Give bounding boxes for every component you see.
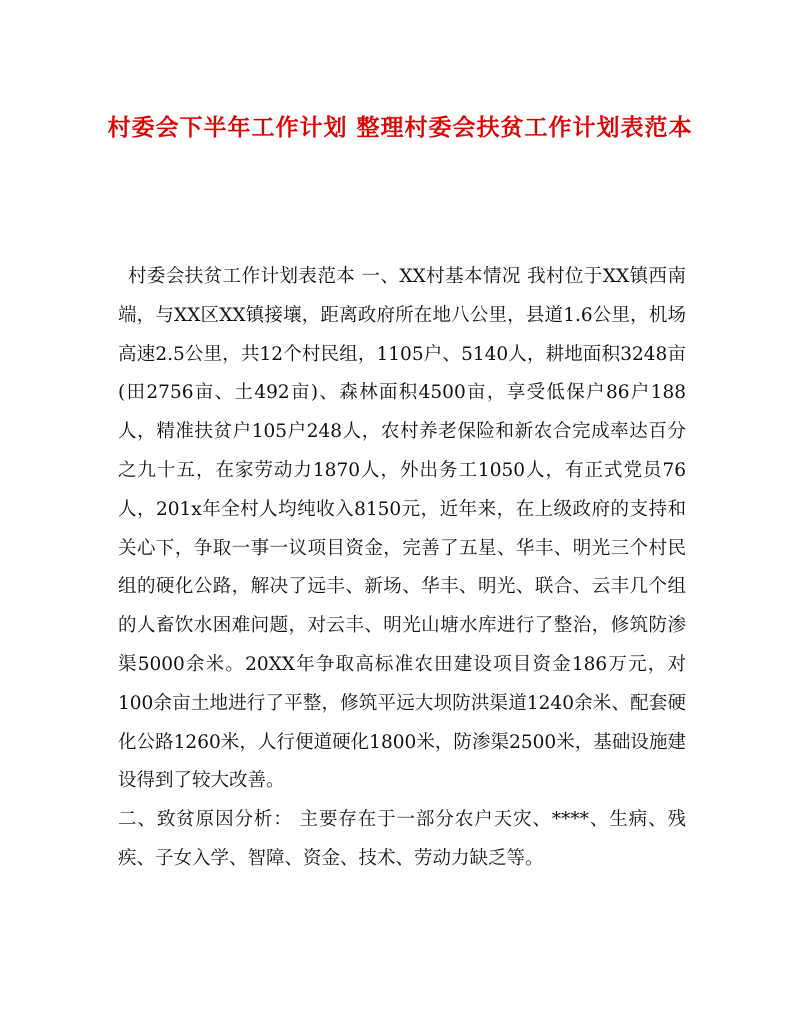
document-title: 村委会下半年工作计划 整理村委会扶贫工作计划表范本 [107, 114, 693, 141]
document-body [118, 258, 686, 879]
paragraph-village-overview: 村委会扶贫工作计划表范本 一、XX村基本情况 我村位于XX镇西南端，与XX区XX镇接壤，距离政府所在地八公里，县道1.6公里，机场高速2.5公里，共12个村民组，1105户、5140人，耕地面积3248亩(田2756亩、土492亩)、森林面积4500亩，享受低保户86户188人，精准扶贫户105户248人，农村养老保险和新农合完成率达百分之九十五，在家劳动力1870人，外出务工1050人，有正式党员76人，201x年全村人均纯收入8150元，近年来，在上级政府的支持和关心下，争取一事一议项目资金，完善了五星、华丰、明光三个村民组的硬化公路，解决了远丰、新场、华丰、明光、联合、云丰几个组的人畜饮水困难问题，对云丰、明光山塘水库进行了整治，修筑防渗渠5000余米。20XX年争取高标准农田建设项目资金186万元，对100余亩土地进行了平整，修筑平远大坝防洪渠道1240余米、配套硬化公路1260米，人行便道硬化1800米，防渗渠2500米，基础设施建设得到了较大改善。 [118, 266, 686, 792]
paragraph-poverty-causes: 二、致贫原因分析： 主要存在于一部分农户天灾、****、生病、残疾、子女入学、智障、资金、技术、劳动力缺乏等。 [118, 809, 686, 869]
